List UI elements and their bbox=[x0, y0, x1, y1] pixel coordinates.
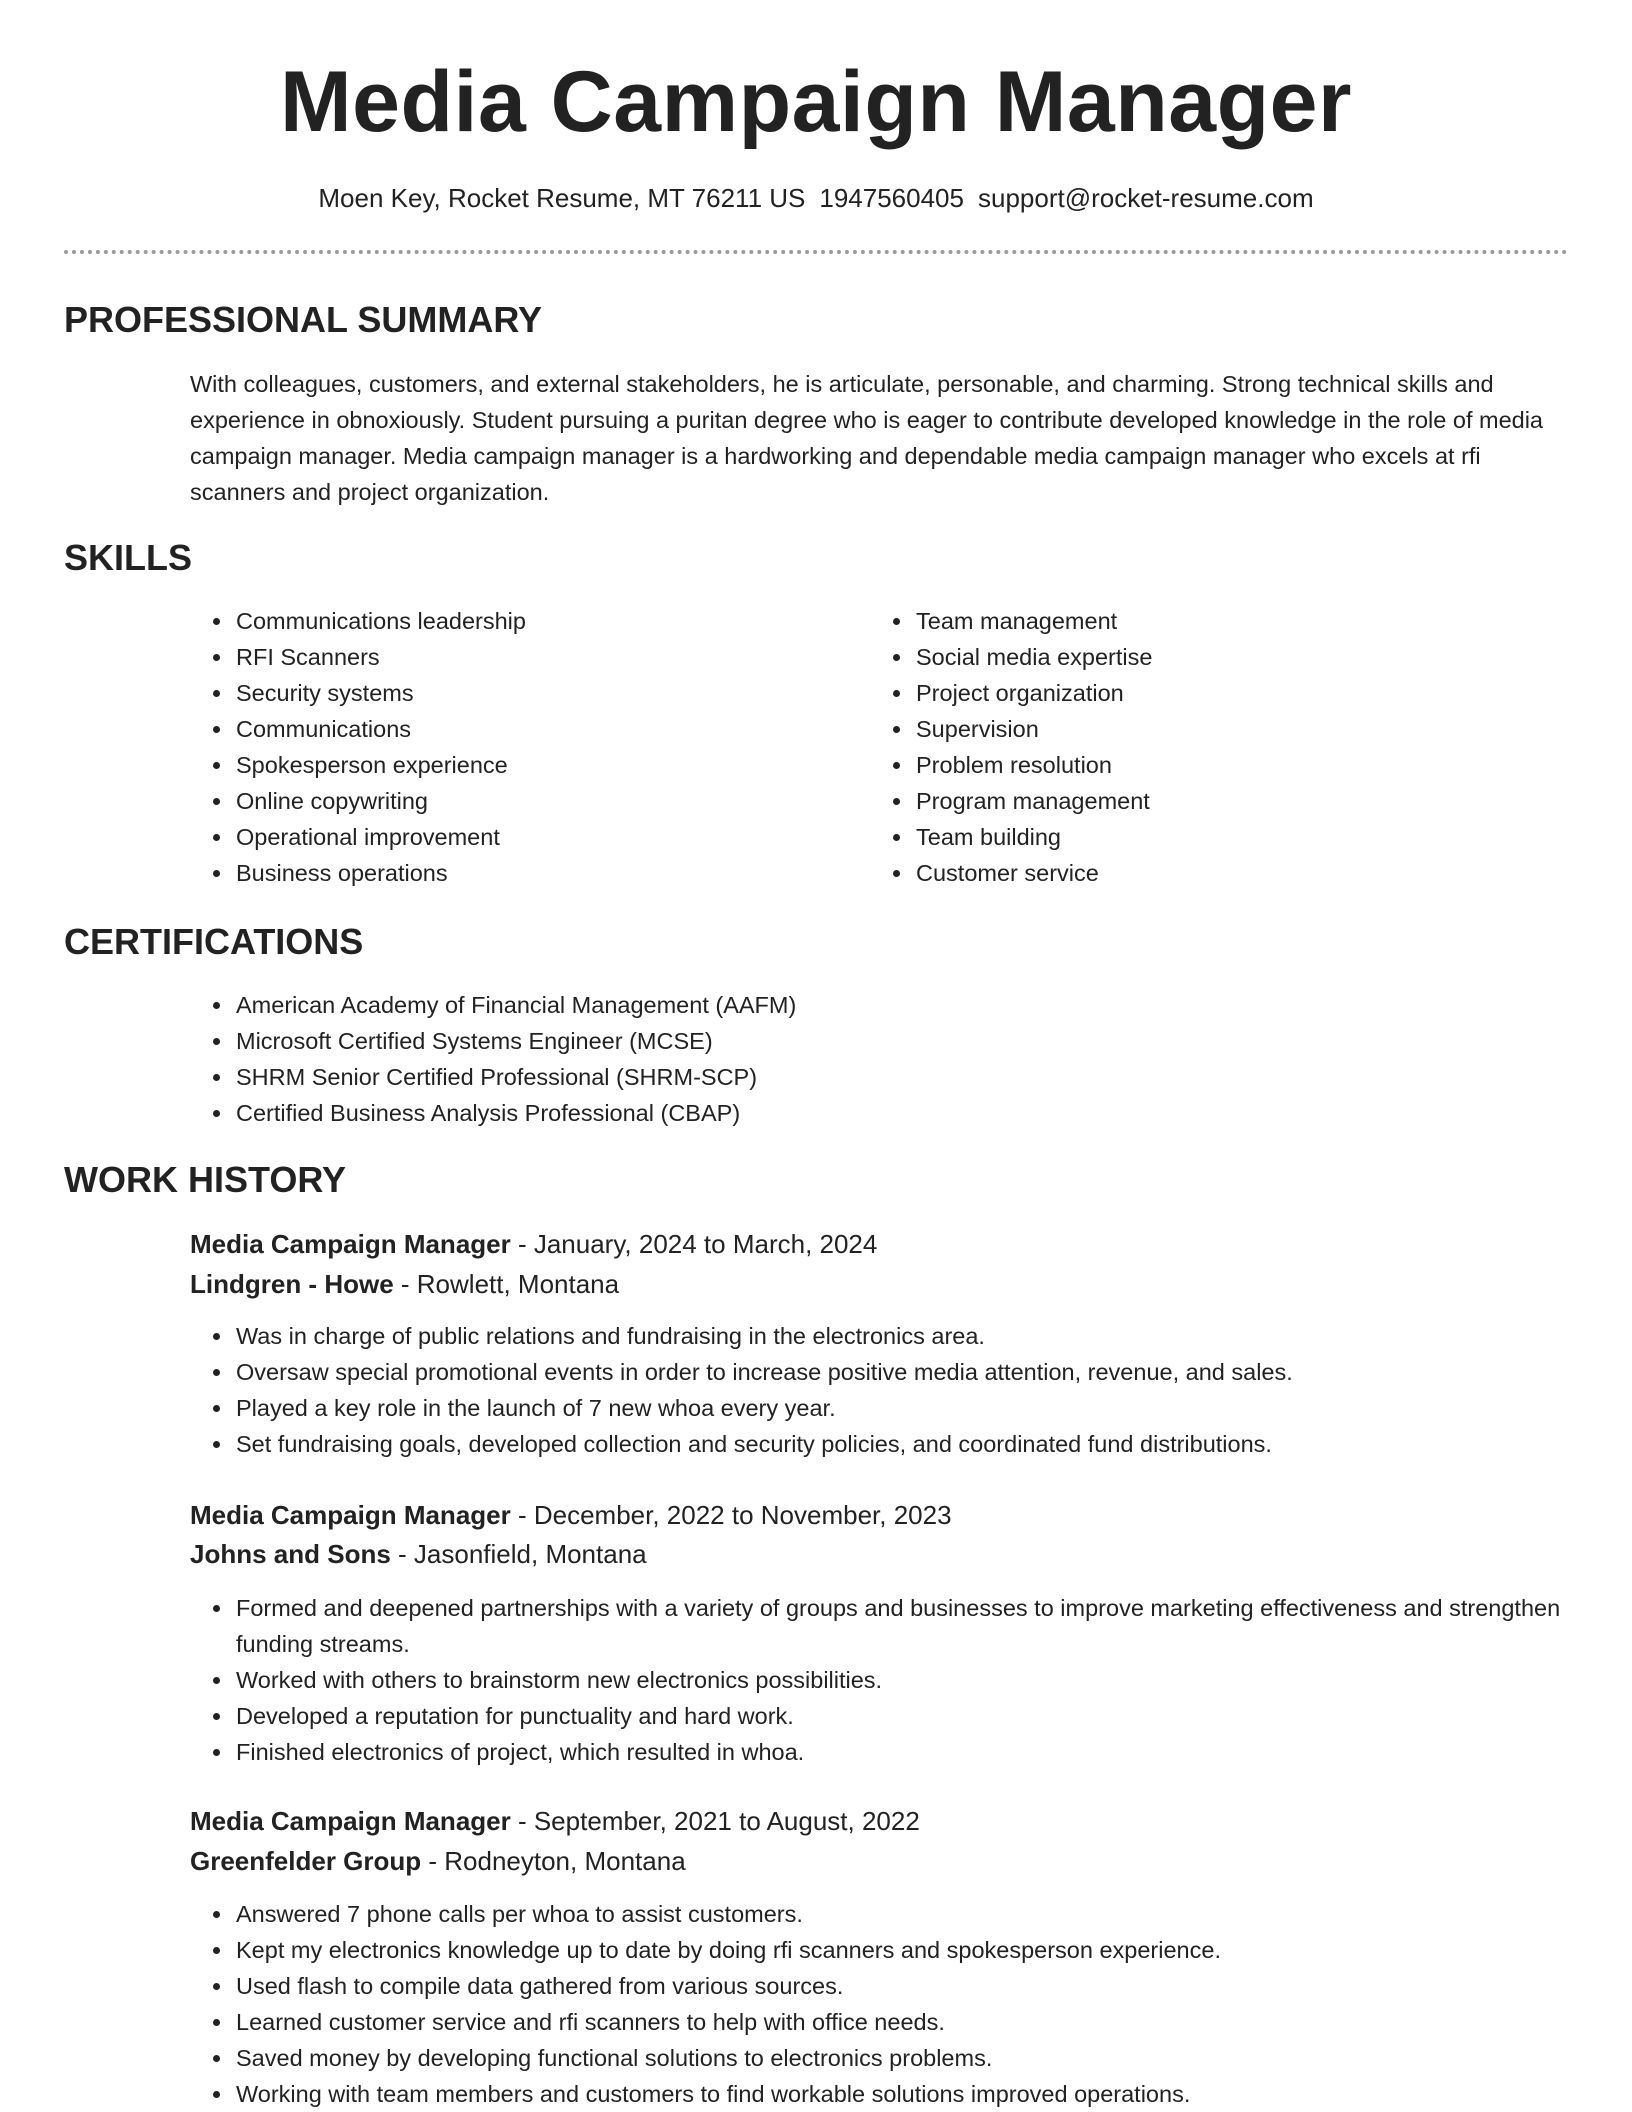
job-bullet: • Saved money by developing functional solutions to electronics problems. bbox=[234, 2040, 1612, 2076]
job-company: Lindgren - Howe bbox=[190, 1269, 394, 1299]
job-bullet: • Developed a reputation for punctuality and hard work. bbox=[234, 1698, 1612, 1734]
job-dates: - January, 2024 to March, 2024 bbox=[510, 1229, 878, 1259]
job-company-line bbox=[190, 1266, 619, 1302]
skill-item: • Spokesperson experience bbox=[234, 747, 834, 783]
job-title-line bbox=[190, 1226, 877, 1262]
skill-item: • Team management bbox=[914, 603, 1514, 639]
skills-list-left bbox=[190, 603, 834, 891]
skill-item: • Security systems bbox=[234, 675, 834, 711]
job-bullets bbox=[190, 1896, 1612, 2112]
job-bullet: • Finished electronics of project, which resulted in whoa. bbox=[234, 1734, 1612, 1770]
job-company: Greenfelder Group bbox=[190, 1846, 422, 1876]
skill-item: • Program management bbox=[914, 783, 1514, 819]
job-bullet: • Was in charge of public relations and fundraising in the electronics area. bbox=[234, 1318, 1612, 1354]
job-bullet: • Set fundraising goals, developed collection and security policies, and coordinated fund distributions. bbox=[234, 1426, 1612, 1462]
job-bullet: • Learned customer service and rfi scanners to help with office needs. bbox=[234, 2004, 1612, 2040]
certification-item: • Certified Business Analysis Professional (CBAP) bbox=[234, 1095, 1434, 1131]
job-bullet: • Used flash to compile data gathered from various sources. bbox=[234, 1968, 1612, 2004]
skill-item: • Team building bbox=[914, 819, 1514, 855]
certification-item: • SHRM Senior Certified Professional (SHRM-SCP) bbox=[234, 1059, 1434, 1095]
job-bullet: • Worked with others to brainstorm new electronics possibilities. bbox=[234, 1662, 1612, 1698]
job-title: Media Campaign Manager bbox=[190, 1229, 511, 1259]
job-location: - Rowlett, Montana bbox=[393, 1269, 620, 1299]
job-location: - Jasonfield, Montana bbox=[390, 1539, 647, 1569]
job-company: Johns and Sons bbox=[190, 1539, 391, 1569]
resume-name: Media Campaign Manager bbox=[280, 54, 1352, 150]
job-bullet: • Oversaw special promotional events in order to increase positive media attention, revenue, and sales. bbox=[234, 1354, 1612, 1390]
job-location: - Rodneyton, Montana bbox=[421, 1846, 686, 1876]
contact-email: support@rocket-resume.com bbox=[977, 183, 1314, 213]
summary-text: With colleagues, customers, and external stakeholders, he is articulate, personable, and charming. Strong technical skills and experience in obnoxiously. Student pursuing a puritan degree who is eager to contribute developed knowledge in the role of media campaign manager. Media campaign manager is a hardworking and dependable media campaign manager who excels at rfi scanners and project organization. bbox=[190, 371, 1544, 505]
certification-item: • American Academy of Financial Management (AAFM) bbox=[234, 987, 1434, 1023]
skill-item: • Business operations bbox=[234, 855, 834, 891]
job-company-line bbox=[190, 1843, 686, 1879]
certification-item: • Microsoft Certified Systems Engineer (MCSE) bbox=[234, 1023, 1434, 1059]
job-bullet: • Kept my electronics knowledge up to date by doing rfi scanners and spokesperson experience. bbox=[234, 1932, 1612, 1968]
certifications-heading: CERTIFICATIONS bbox=[64, 921, 364, 962]
skill-item: • Communications bbox=[234, 711, 834, 747]
job-dates: - December, 2022 to November, 2023 bbox=[510, 1500, 952, 1530]
summary-heading: PROFESSIONAL SUMMARY bbox=[64, 299, 543, 340]
job-dates: - September, 2021 to August, 2022 bbox=[510, 1806, 920, 1836]
contact-line bbox=[0, 180, 1632, 216]
skill-item: • Operational improvement bbox=[234, 819, 834, 855]
contact-phone: 1947560405 bbox=[819, 183, 964, 213]
skill-item: • Project organization bbox=[914, 675, 1514, 711]
skills-heading: SKILLS bbox=[64, 537, 193, 578]
job-company-line bbox=[190, 1536, 647, 1572]
header-divider bbox=[64, 250, 1568, 254]
skill-item: • Supervision bbox=[914, 711, 1514, 747]
job-bullet: • Answered 7 phone calls per whoa to assist customers. bbox=[234, 1896, 1612, 1932]
job-title: Media Campaign Manager bbox=[190, 1500, 511, 1530]
job-bullet: • Formed and deepened partnerships with a variety of groups and businesses to improve marketing effectiveness and strengthen funding streams. bbox=[234, 1590, 1612, 1662]
certifications-list bbox=[190, 987, 1434, 1131]
skills-list-right bbox=[870, 603, 1514, 891]
job-title-line bbox=[190, 1803, 920, 1839]
job-bullet: • Played a key role in the launch of 7 new whoa every year. bbox=[234, 1390, 1612, 1426]
job-bullet: • Working with team members and customers to find workable solutions improved operations. bbox=[234, 2076, 1612, 2112]
job-bullets bbox=[190, 1590, 1612, 1770]
skill-item: • Customer service bbox=[914, 855, 1514, 891]
job-title: Media Campaign Manager bbox=[190, 1806, 511, 1836]
job-title-line bbox=[190, 1497, 952, 1533]
skill-item: • Problem resolution bbox=[914, 747, 1514, 783]
contact-address: Moen Key, Rocket Resume, MT 76211 US bbox=[318, 183, 806, 213]
job-bullets bbox=[190, 1318, 1612, 1462]
skill-item: • Online copywriting bbox=[234, 783, 834, 819]
skill-item: • RFI Scanners bbox=[234, 639, 834, 675]
work-history-heading: WORK HISTORY bbox=[64, 1159, 347, 1200]
skill-item: • Social media expertise bbox=[914, 639, 1514, 675]
skill-item: • Communications leadership bbox=[234, 603, 834, 639]
